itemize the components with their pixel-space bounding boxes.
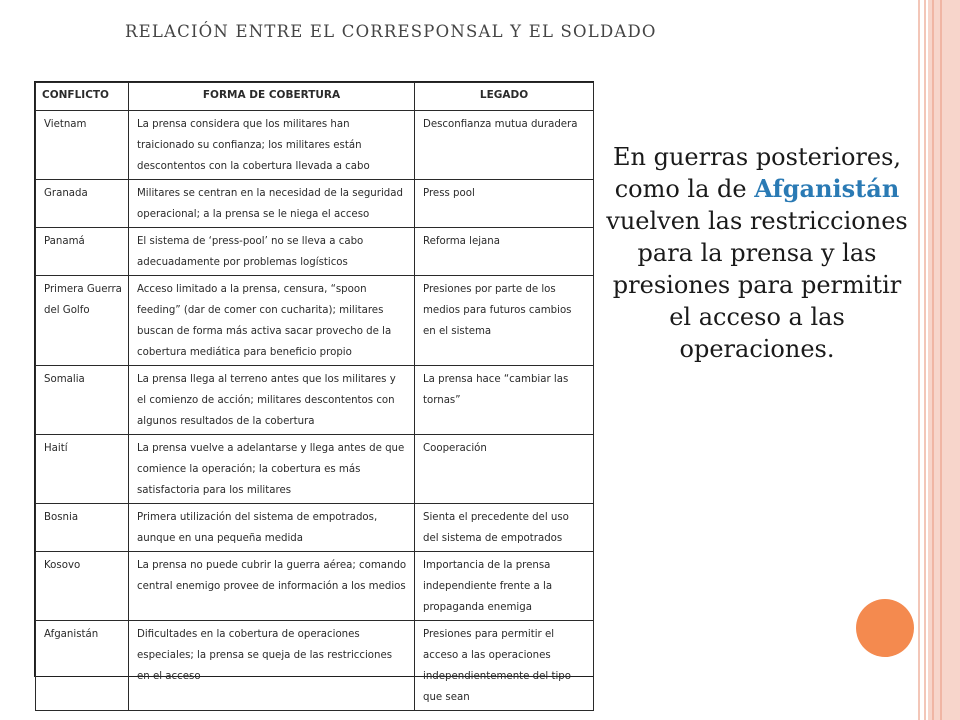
- conflict-table: [34, 81, 594, 703]
- table-row: [36, 276, 594, 366]
- orange-circle-decoration: [856, 599, 914, 657]
- coverage-cell: Acceso limitado a la prensa, censura, “spoon feeding” (dar de comer con cucharita); militares buscan de forma más activa sacar provecho de la cobertura mediática para beneficio propio: [129, 276, 415, 366]
- legacy-cell: Importancia de la prensa independiente frente a la propaganda enemiga: [415, 552, 594, 621]
- side-text-before: En guerras posteriores, como la de: [612, 143, 902, 203]
- table-row: [36, 111, 594, 180]
- coverage-cell: Dificultades en la cobertura de operaciones especiales; la prensa se queja de las restricciones en el acceso: [129, 621, 415, 711]
- header-legado: LEGADO: [415, 83, 594, 111]
- legacy-cell: La prensa hace “cambiar las tornas”: [415, 366, 594, 435]
- coverage-cell: La prensa no puede cubrir la guerra aérea; comando central enemigo provee de información a los medios: [129, 552, 415, 621]
- header-forma-de-cobertura: FORMA DE COBERTURA: [129, 83, 415, 111]
- table-header-row: [36, 83, 594, 111]
- conflict-cell: Granada: [36, 180, 129, 228]
- legacy-cell: Presiones para permitir el acceso a las operaciones independientemente del tipo que sean: [415, 621, 594, 711]
- conflict-cell: Afganistán: [36, 621, 129, 711]
- coverage-cell: El sistema de ‘press-pool’ no se lleva a cabo adecuadamente por problemas logísticos: [129, 228, 415, 276]
- table-row: [36, 366, 594, 435]
- legacy-cell: Reforma lejana: [415, 228, 594, 276]
- coverage-cell: Militares se centran en la necesidad de la seguridad operacional; a la prensa se le niega el acceso: [129, 180, 415, 228]
- header-conflicto: CONFLICTO: [36, 83, 129, 111]
- side-paragraph: [606, 141, 908, 365]
- legacy-cell: Cooperación: [415, 435, 594, 504]
- conflict-cell: Panamá: [36, 228, 129, 276]
- legacy-cell: Sienta el precedente del uso del sistema de empotrados: [415, 504, 594, 552]
- conflict-cell: Bosnia: [36, 504, 129, 552]
- conflict-cell: Vietnam: [36, 111, 129, 180]
- conflict-cell: Kosovo: [36, 552, 129, 621]
- stripe: [924, 0, 926, 720]
- conflict-cell: Haití: [36, 435, 129, 504]
- stripe: [940, 0, 942, 720]
- legacy-cell: Desconfianza mutua duradera: [415, 111, 594, 180]
- conflict-cell: Primera Guerra del Golfo: [36, 276, 129, 366]
- table-row: [36, 552, 594, 621]
- legacy-cell: Presiones por parte de los medios para futuros cambios en el sistema: [415, 276, 594, 366]
- coverage-cell: La prensa vuelve a adelantarse y llega antes de que comience la operación; la cobertura es más satisfactoria para los militares: [129, 435, 415, 504]
- stripe: [932, 0, 934, 720]
- slide-title: RELACIÓN ENTRE EL CORRESPONSAL Y EL SOLDADO: [125, 22, 657, 41]
- table-row: [36, 180, 594, 228]
- coverage-cell: La prensa llega al terreno antes que los militares y el comienzo de acción; militares descontentos con algunos resultados de la cobertura: [129, 366, 415, 435]
- conflict-cell: Somalia: [36, 366, 129, 435]
- stripe: [918, 0, 920, 720]
- table-row: [36, 621, 594, 711]
- side-text-after: vuelven las restricciones para la prensa y las presiones para permitir el acceso a las operaciones.: [606, 207, 908, 363]
- legacy-cell: Press pool: [415, 180, 594, 228]
- coverage-cell: La prensa considera que los militares han traicionado su confianza; los militares están descontentos con la cobertura llevada a cabo: [129, 111, 415, 180]
- decorative-stripes: [918, 0, 960, 720]
- highlight-afganistan: Afganistán: [754, 174, 900, 203]
- table-row: [36, 435, 594, 504]
- coverage-cell: Primera utilización del sistema de empotrados, aunque en una pequeña medida: [129, 504, 415, 552]
- table-row: [36, 228, 594, 276]
- table-row: [36, 504, 594, 552]
